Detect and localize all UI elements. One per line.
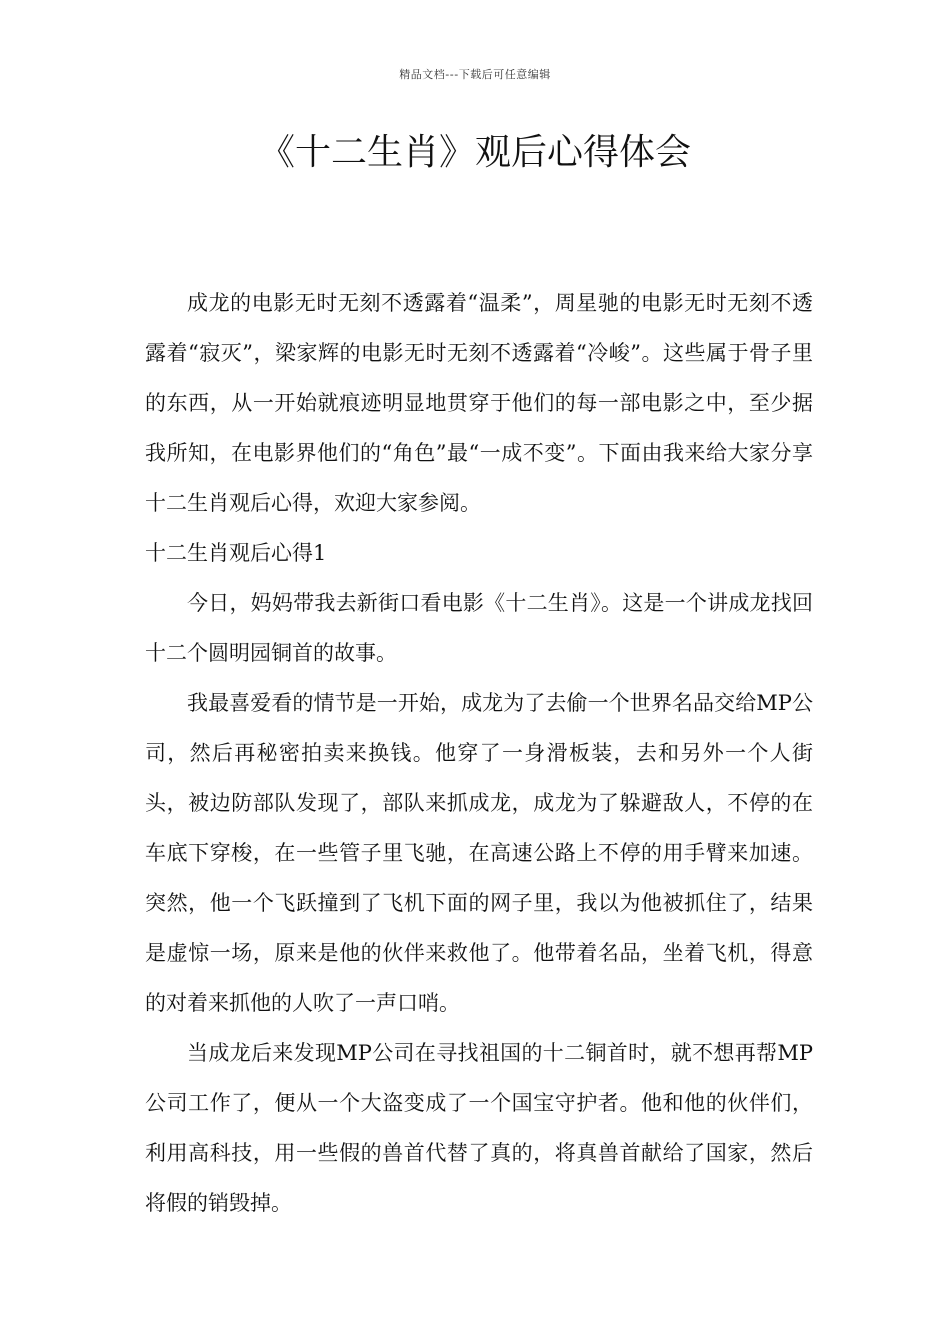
paragraph-1: 今日，妈妈带我去新街口看电影《十二生肖》。这是一个讲成龙找回十二个圆明园铜首的故事。 [145,591,813,665]
document-title: 《十二生肖》观后心得体会 [258,132,691,173]
section-heading: 十二生肖观后心得1 [145,541,327,565]
paragraph-2: 我最喜爱看的情节是一开始，成龙为了去偷一个世界名品交给MP公司，然后再秘密拍卖来换钱。他穿了一身滑板装，去和另外一个人街头，被边防部队发现了，部队来抓成龙，成龙为了躲避敌人，不停的在车底下穿梭，在一些管子里飞驰，在高速公路上不停的用手臂来加速。突然，他一个飞跃撞到了飞机下面的网子里，我以为他被抓住了，结果是虚惊一场，原来是他的伙伴来救他了。他带着名品，坐着飞机，得意的对着来抓他的人吹了一声口哨。 [145,691,813,1015]
paragraph-3: 当成龙后来发现MP公司在寻找祖国的十二铜首时，就不想再帮MP公司工作了，便从一个大盗变成了一个国宝守护者。他和他的伙伴们，利用高科技，用一些假的兽首代替了真的，将真兽首献给了国家，然后将假的销毁掉。 [145,1041,813,1215]
document-body [145,278,813,1228]
header-note: 精品文档---下载后可任意编辑 [399,68,551,81]
paragraph-intro: 成龙的电影无时无刻不透露着“温柔”，周星驰的电影无时无刻不透露着“寂灭”，梁家辉的电影无时无刻不透露着“冷峻”。这些属于骨子里的东西，从一开始就痕迹明显地贯穿于他们的每一部电影之中，至少据我所知，在电影界他们的“角色”最“一成不变”。下面由我来给大家分享十二生肖观后心得，欢迎大家参阅。 [145,291,813,515]
